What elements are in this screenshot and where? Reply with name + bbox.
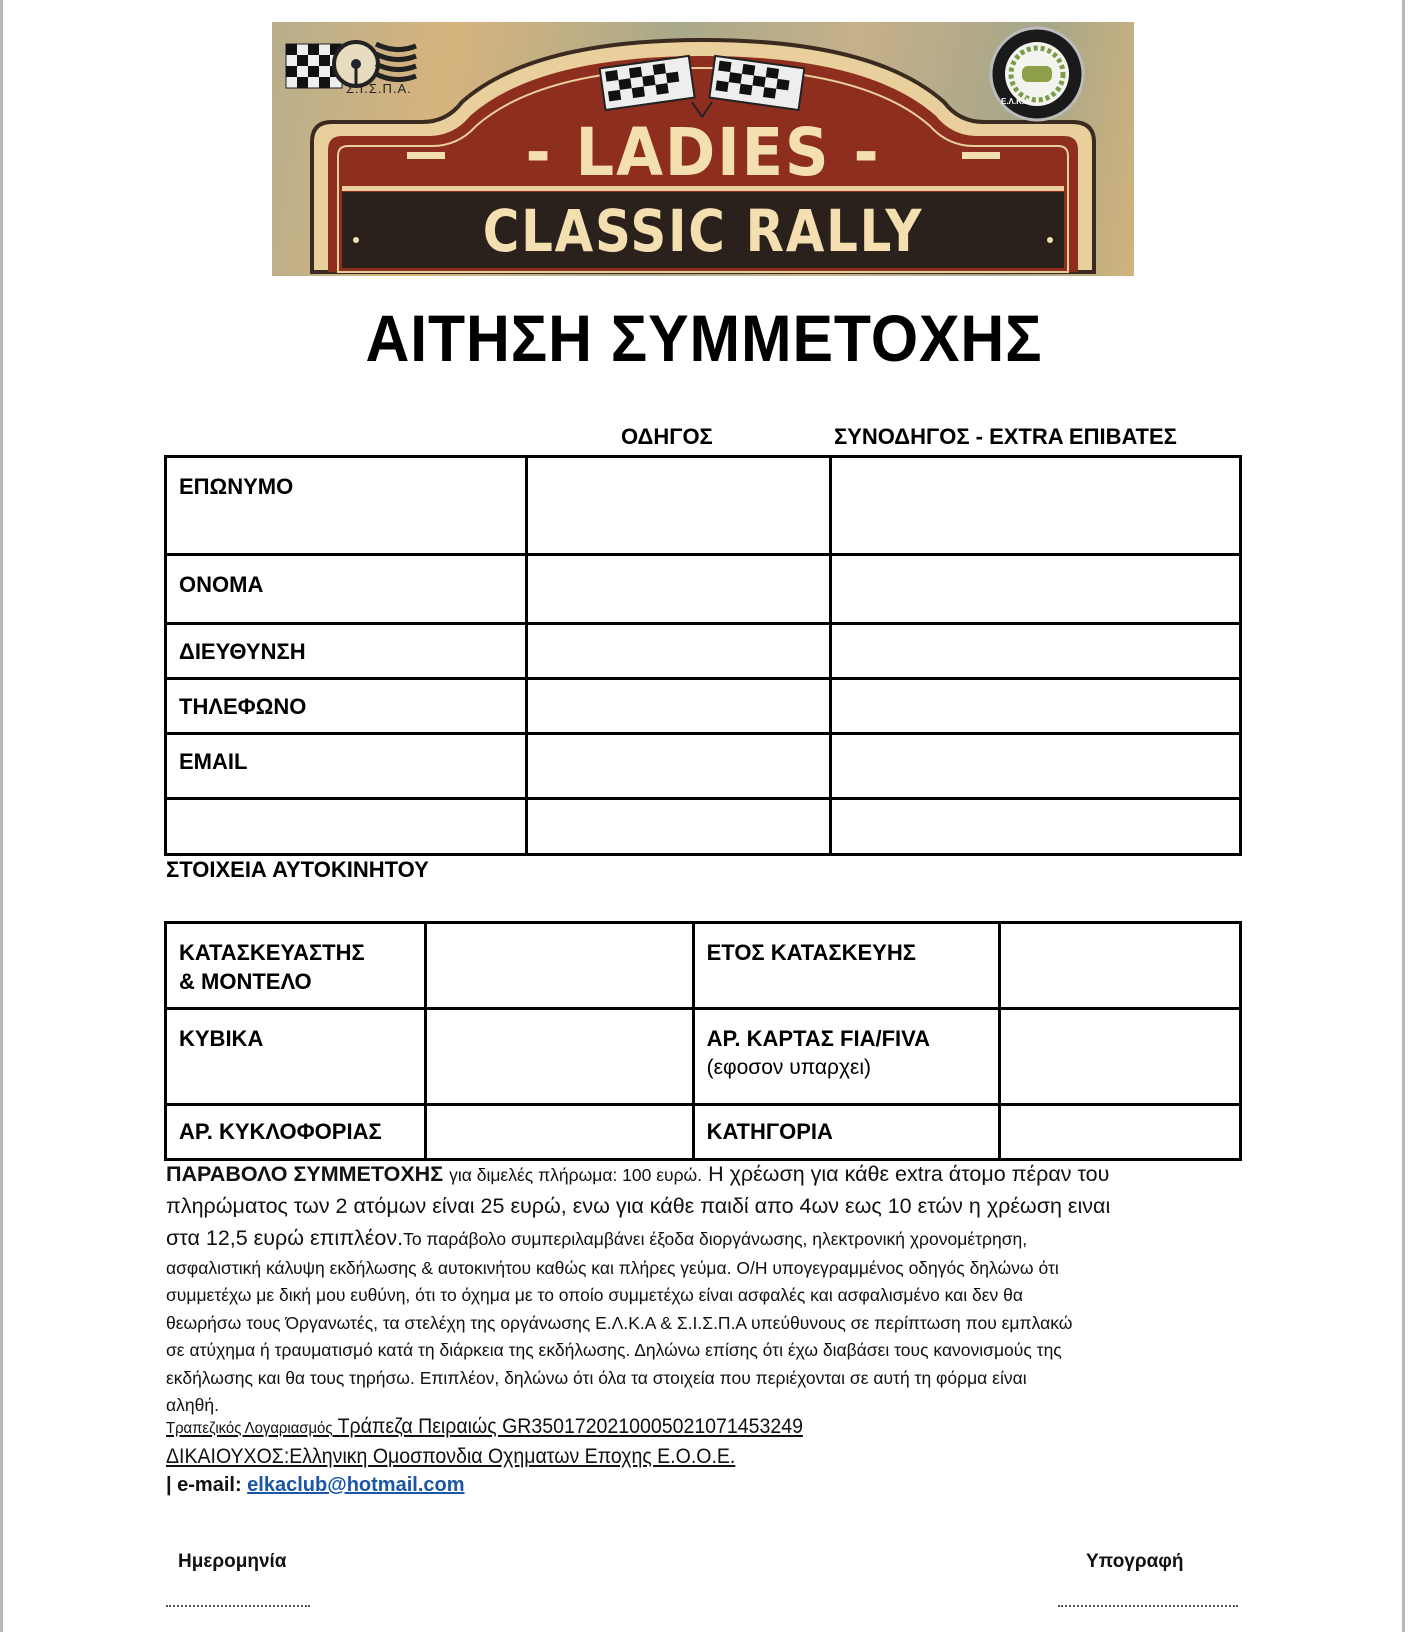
row-label-cell: [693, 1105, 999, 1160]
row-label-surname: ΕΠΩΝΥΜΟ: [179, 474, 294, 499]
fee-crew-price: για διμελές πλήρωμα: 100 ευρώ.: [449, 1165, 703, 1185]
driver-address-field[interactable]: [527, 624, 831, 679]
make-model-field[interactable]: [425, 923, 693, 1009]
driver-surname-field[interactable]: [527, 457, 831, 555]
fee-extra-text: Η χρέωση για κάθε extra άτομο πέραν του: [702, 1162, 1110, 1186]
bank-account: [166, 1415, 803, 1439]
fee-child-price: στα 12,5 ευρώ επιπλέον.: [166, 1226, 404, 1250]
driver-phone-field[interactable]: [527, 679, 831, 734]
table-row: [166, 679, 1241, 734]
elka-logo-label: Ε.Λ.Κ.Α.: [1001, 97, 1033, 106]
sispa-logo-label: Σ.Ι.Σ.Π.Α.: [346, 81, 412, 96]
table-row: [166, 457, 1241, 555]
table-row: [166, 1105, 1241, 1160]
extra-label-field[interactable]: [166, 799, 527, 855]
page-right-edge: [1402, 0, 1405, 1632]
fee-line: αληθή.: [166, 1395, 219, 1416]
car-table: [164, 921, 1242, 1161]
row-label-cell: [166, 679, 527, 734]
label-model: & ΜΟΝΤΕΛΟ: [179, 969, 312, 994]
table-row: [166, 799, 1241, 855]
label-cc: ΚΥΒΙΚΑ: [179, 1026, 264, 1051]
fee-line: ασφαλιστική κάλυψη εκδήλωσης & αυτοκινήτου καθώς και πλήρες γεύμα. Ο/Η υπογεγραμμένος οδηγός δηλώνω ότι: [166, 1258, 1059, 1278]
elka-logo-icon: [991, 28, 1083, 120]
card-field[interactable]: [999, 1009, 1240, 1105]
row-label-name: ΟΝΟΜΑ: [179, 572, 264, 597]
contact-email: [166, 1474, 465, 1497]
label-card-number: ΑΡ. ΚΑΡΤΑΣ FIA/FIVA: [706, 1026, 931, 1051]
bank-account-value: Τράπεζα Πειραιώς GR3501720210005021071453249: [332, 1415, 803, 1438]
row-label-cell: [693, 1009, 999, 1105]
codriver-email-field[interactable]: [831, 734, 1241, 799]
fee-line: συμμετέχω με δική μου ευθύνη, ότι το όχημα με το οποίο συμμετέχω είναι ασφαλές και ασφαλισμένο και δεν θα: [166, 1285, 1024, 1306]
table-row: [166, 555, 1241, 624]
row-label-cell: [166, 624, 527, 679]
label-category: ΚΑΤΗΓΟΡΙΑ: [706, 1119, 833, 1144]
row-label-cell: [166, 457, 527, 555]
column-header-codriver: ΣΥΝΟΔΗΓΟΣ - EXTRA ΕΠΙΒΑΤΕΣ: [834, 424, 1177, 449]
fee-line: πληρώματος των 2 ατόμων είναι 25 ευρώ, ενω για κάθε παιδί απο 4ων εως 10 ετών η χρέωση ειναι: [166, 1194, 1111, 1218]
year-field[interactable]: [999, 923, 1240, 1009]
date-line[interactable]: [166, 1605, 310, 1607]
label-year: ΕΤΟΣ ΚΑΤΑΣΚΕΥΗΣ: [706, 940, 916, 965]
plate-field[interactable]: [425, 1105, 693, 1160]
fee-line: σε ατύχημα ή τραυματισμό κατά τη διάρκεια της εκδήλωσης. Δηλώνω επίσης ότι έχω διαβάσει τους κανονισμούς της: [166, 1340, 1062, 1361]
driver-name-field[interactable]: [527, 555, 831, 624]
fee-line: εκδήλωσης και θα τους τηρήσω. Επιπλέον, δηλώνω ότι όλα τα στοιχεία που περιέχονται σε αυτή τη φόρμα είναι: [166, 1367, 1027, 1388]
row-label-address: ΔΙΕΥΘΥΝΣΗ: [179, 639, 306, 664]
codriver-phone-field[interactable]: [831, 679, 1241, 734]
bank-account-label: Τραπεζικός Λογαριασμός: [166, 1420, 333, 1437]
signature-label: Υπογραφή: [1086, 1551, 1184, 1572]
table-row: [166, 1009, 1241, 1105]
date-label: Ημερομηνία: [178, 1551, 287, 1572]
codriver-extra-field[interactable]: [831, 799, 1241, 855]
row-label-cell: [693, 923, 999, 1009]
label-make-model: [167, 924, 424, 996]
row-label-cell: [166, 1009, 426, 1105]
label-make: ΚΑΤΑΣΚΕΥΑΣΤΗΣ: [179, 940, 365, 965]
bank-beneficiary: ΔΙΚΑΙΟΥΧΟΣ:Ελληνικη Ομοσπονδια Οχηματων Εποχης Ε.Ο.Ο.Ε.: [166, 1445, 736, 1468]
label-plate: ΑΡ. ΚΥΚΛΟΦΟΡΙΑΣ: [179, 1119, 382, 1144]
banner-classic-rally-text: CLASSIC RALLY: [482, 197, 924, 265]
column-header-driver: ΟΔΗΓΟΣ: [621, 424, 713, 449]
row-label-cell: [166, 555, 527, 624]
label-card-note: (εφοσον υπαρχει): [706, 1056, 872, 1079]
row-label-cell: [166, 923, 426, 1009]
banner-ladies-text: - LADIES -: [525, 114, 881, 191]
participants-table: [164, 455, 1242, 856]
table-row: [166, 734, 1241, 799]
codriver-surname-field[interactable]: [831, 457, 1241, 555]
fee-heading: ΠΑΡΑΒΟΛΟ ΣΥΜΜΕΤΟΧΗΣ: [166, 1162, 444, 1186]
row-label-cell: [166, 1105, 426, 1160]
email-link[interactable]: elkaclub@hotmail.com: [247, 1474, 465, 1496]
table-row: [166, 923, 1241, 1009]
fee-includes-text: Το παράβολο συμπεριλαμβάνει έξοδα διοργάνωσης, ηλεκτρονική χρονομέτρηση,: [403, 1229, 1028, 1249]
row-label-phone: ΤΗΛΕΦΩΝΟ: [179, 694, 307, 719]
driver-extra-field[interactable]: [527, 799, 831, 855]
page-title: ΑΙΤΗΣΗ ΣΥΜΜΕΤΟΧΗΣ: [365, 301, 1043, 375]
label-card: [695, 1010, 998, 1082]
car-section-title: ΣΤΟΙΧΕΙΑ ΑΥΤΟΚΙΝΗΤΟΥ: [166, 857, 429, 882]
table-row: [166, 624, 1241, 679]
row-label-email: EMAIL: [179, 749, 248, 774]
fee-line: [166, 1158, 1246, 1190]
signature-line[interactable]: [1058, 1605, 1238, 1607]
cc-field[interactable]: [425, 1009, 693, 1105]
fee-paragraph: [166, 1158, 1246, 1419]
row-label-cell: [166, 734, 527, 799]
page-left-edge: [0, 0, 3, 1632]
email-label: | e-mail:: [166, 1474, 248, 1496]
driver-email-field[interactable]: [527, 734, 831, 799]
codriver-name-field[interactable]: [831, 555, 1241, 624]
rally-banner: [272, 22, 1134, 276]
fee-line: θεωρήσω τους Όργανωτές, τα στελέχη της οργάνωσης Ε.Λ.Κ.Α & Σ.Ι.Σ.Π.Α υπεύθυνους σε περίπτωση που εμπλακώ: [166, 1312, 1073, 1333]
category-field[interactable]: [999, 1105, 1240, 1160]
fee-line: [166, 1222, 1246, 1255]
codriver-address-field[interactable]: [831, 624, 1241, 679]
